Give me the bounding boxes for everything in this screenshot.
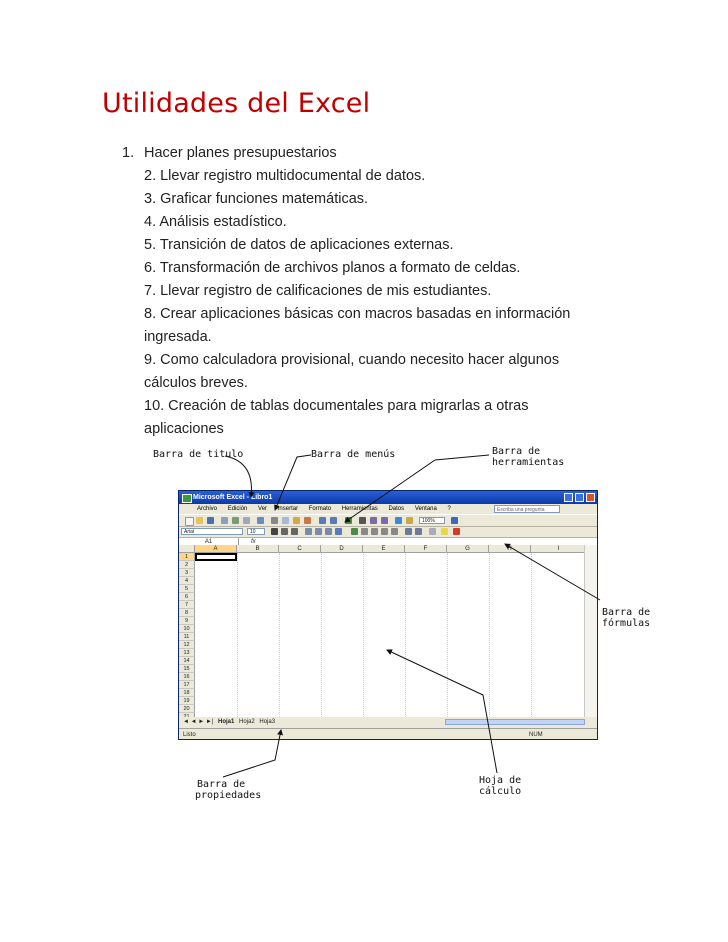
callout-arrows: [145, 440, 651, 802]
row-header[interactable]: 13: [179, 649, 195, 657]
row-header[interactable]: 19: [179, 697, 195, 705]
excel-window-title: Microsoft Excel - Libro1: [193, 494, 273, 501]
menu-insertar[interactable]: Insertar: [277, 506, 299, 512]
sheet-nav-arrows-icon[interactable]: ◄ ◄ ► ►|: [183, 719, 214, 725]
row-header[interactable]: 21: [179, 713, 195, 717]
column-header-h[interactable]: H: [489, 545, 531, 553]
excel-diagram-figure: [145, 440, 651, 802]
ask-question-input[interactable]: Escriba una pregunta: [494, 505, 560, 513]
list-item: 6. Transformación de archivos planos a formato de celdas.: [144, 260, 521, 276]
list-item: [122, 142, 592, 165]
fx-icon[interactable]: fx: [251, 539, 256, 545]
menu-herramientas[interactable]: Herramientas: [341, 506, 378, 512]
row-header[interactable]: 12: [179, 641, 195, 649]
status-text: Listo: [183, 732, 196, 738]
list-item: 2. Llevar registro multidocumental de datos.: [144, 168, 426, 184]
row-header[interactable]: 10: [179, 625, 195, 633]
row-header[interactable]: 7: [179, 601, 195, 609]
font-size-select[interactable]: 10: [247, 528, 265, 535]
column-header-g[interactable]: G: [447, 545, 489, 553]
sheet-annotation-line2: cálculo: [479, 786, 522, 797]
column-header-f[interactable]: F: [405, 545, 447, 553]
list-item: 5. Transición de datos de aplicaciones externas.: [144, 237, 454, 253]
menu-ventana[interactable]: Ventana: [414, 506, 437, 512]
row-header[interactable]: 4: [179, 577, 195, 585]
formula-annotation-line1: Barra de: [602, 607, 651, 618]
list-marker: 1.: [122, 145, 135, 161]
list-item: 7. Llevar registro de calificaciones de mis estudiantes.: [144, 283, 492, 299]
column-header-b[interactable]: B: [237, 545, 279, 553]
menu-bar-arrow: [275, 455, 311, 510]
row-header[interactable]: 11: [179, 633, 195, 641]
sheet-tab-hoja2[interactable]: Hoja2: [239, 719, 255, 725]
list-item: 9. Como calculadora provisional, cuando necesito hacer algunos: [144, 352, 560, 368]
zoom-select[interactable]: 100%: [419, 517, 445, 524]
row-header[interactable]: 15: [179, 665, 195, 673]
row-header[interactable]: 2: [179, 561, 195, 569]
menu-archivo[interactable]: Archivo: [197, 506, 218, 512]
list-item: 8. Crear aplicaciones básicas con macros basadas en información: [144, 306, 571, 322]
formula-annotation-line2: fórmulas: [602, 618, 651, 629]
row-header[interactable]: 1: [179, 553, 195, 561]
list-item: 3. Graficar funciones matemáticas.: [144, 191, 369, 207]
row-header[interactable]: 20: [179, 705, 195, 713]
row-header[interactable]: 18: [179, 689, 195, 697]
row-header[interactable]: 8: [179, 609, 195, 617]
menu-datos[interactable]: Datos: [388, 506, 405, 512]
properties-annotation-line1: Barra de: [197, 779, 246, 790]
column-header-c[interactable]: C: [279, 545, 321, 553]
list-item: 10. Creación de tablas documentales para migrarlas a otras: [144, 398, 529, 414]
toolbar-arrow: [345, 455, 489, 522]
row-header[interactable]: 16: [179, 673, 195, 681]
row-header[interactable]: 3: [179, 569, 195, 577]
column-header-d[interactable]: D: [321, 545, 363, 553]
column-header-e[interactable]: E: [363, 545, 405, 553]
sheet-arrow: [387, 650, 497, 773]
utilities-list: [122, 142, 592, 441]
row-header[interactable]: 5: [179, 585, 195, 593]
properties-annotation-line2: propiedades: [195, 790, 262, 801]
sheet-tab-hoja1[interactable]: Hoja1: [218, 719, 235, 725]
list-item-text: Hacer planes presupuestarios: [144, 145, 337, 161]
num-lock-indicator: NUM: [529, 732, 543, 738]
name-box[interactable]: A1: [179, 538, 239, 547]
row-header[interactable]: 9: [179, 617, 195, 625]
menu-ayuda[interactable]: ?: [447, 506, 451, 512]
list-item: ingresada.: [144, 329, 212, 345]
properties-bar-arrow: [223, 730, 281, 777]
menu-formato[interactable]: Formato: [308, 506, 332, 512]
row-header[interactable]: 6: [179, 593, 195, 601]
menu-bar-annotation: Barra de menús: [311, 449, 396, 460]
column-header-a[interactable]: A: [195, 545, 237, 553]
sheet-tab-hoja3[interactable]: Hoja3: [259, 719, 276, 725]
list-item: cálculos breves.: [144, 375, 248, 391]
formula-bar-arrow: [505, 544, 600, 600]
toolbar-annotation-line2: herramientas: [492, 457, 565, 468]
title-bar-annotation: Barra de titulo: [153, 449, 244, 460]
document-title: Utilidades del Excel: [102, 88, 371, 119]
list-item: aplicaciones: [144, 421, 224, 437]
title-bar-arrow: [225, 456, 251, 497]
row-header[interactable]: 14: [179, 657, 195, 665]
list-item: 4. Análisis estadístico.: [144, 214, 287, 230]
sheet-annotation-line1: Hoja de: [479, 775, 522, 786]
column-header-i[interactable]: I: [531, 545, 587, 553]
menu-ver[interactable]: Ver: [258, 506, 268, 512]
row-header[interactable]: 17: [179, 681, 195, 689]
toolbar-annotation-line1: Barra de: [492, 446, 541, 457]
menu-edicion[interactable]: Edición: [227, 506, 248, 512]
font-name-select[interactable]: Arial: [181, 528, 243, 535]
